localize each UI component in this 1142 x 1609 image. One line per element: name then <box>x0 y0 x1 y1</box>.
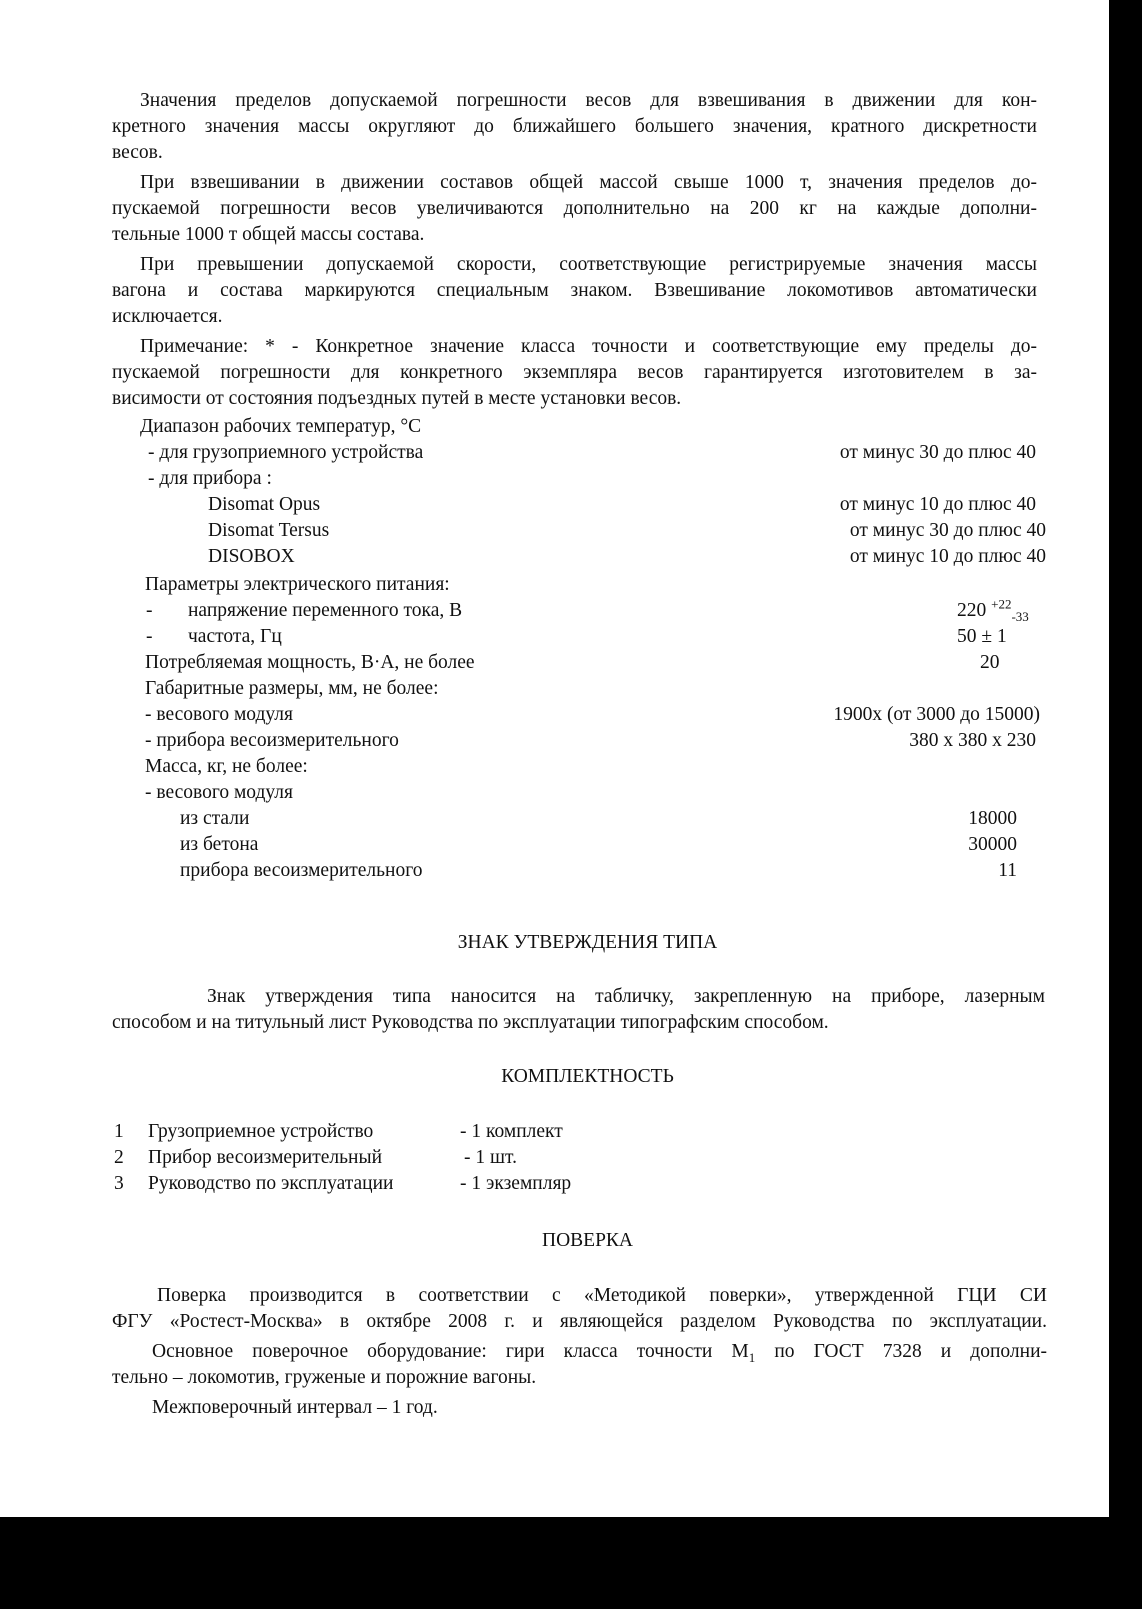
section-title-approval: ЗНАК УТВЕРЖДЕНИЯ ТИПА <box>457 932 718 953</box>
spec-value: 380 х 380 х 230 <box>909 730 1036 751</box>
verification-line: Поверка производится в соответствии с «Методикой поверки», утвержденной ГЦИ СИ <box>157 1285 1047 1306</box>
spec-label: Потребляемая мощность, В·А, не более <box>145 652 475 673</box>
spec-label: напряжение переменного тока, В <box>188 600 463 621</box>
item-qty: - 1 комплект <box>460 1121 563 1142</box>
spec-label: Disomat Opus <box>208 494 321 515</box>
spec-value: 20 <box>980 652 1000 673</box>
note-line: висимости от состояния подъездных путей в месте установки весов. <box>112 388 682 409</box>
spec-label: - для прибора : <box>148 468 272 489</box>
accuracy-class-subscript: 1 <box>748 1349 756 1365</box>
section-title-completeness: КОМПЛЕКТНОСТЬ <box>501 1066 674 1087</box>
paragraph-line: исключается. <box>112 306 223 327</box>
voltage-plus-tolerance: +22 <box>991 596 1012 612</box>
mass-header: Масса, кг, не более: <box>145 756 308 777</box>
note-line: пускаемой погрешности для конкретного экземпляра весов гарантируется изготовителем в за- <box>112 362 1037 383</box>
spec-value: 30000 <box>968 834 1017 855</box>
mass-subheader: - весового модуля <box>145 782 294 803</box>
item-number: 2 <box>114 1147 124 1168</box>
verification-equipment-line <box>152 1339 1047 1365</box>
power-header: Параметры электрического питания: <box>145 574 450 595</box>
verification-interval: Межповерочный интервал – 1 год. <box>152 1397 438 1418</box>
paragraph-line: вагона и состава маркируются специальным знаком. Взвешивание локомотивов автоматически <box>112 280 1037 301</box>
spec-value: 11 <box>998 860 1017 881</box>
approval-line: Знак утверждения типа наносится на табличку, закрепленную на приборе, лазерным <box>207 986 1045 1007</box>
item-qty: - 1 шт. <box>464 1147 517 1168</box>
spec-value: 1900х (от 3000 до 15000) <box>833 704 1040 725</box>
spec-label: из бетона <box>180 834 259 855</box>
text: по ГОСТ 7328 и дополни- <box>755 1341 1047 1362</box>
approval-line: способом и на титульный лист Руководства по эксплуатации типографским способом. <box>112 1012 829 1033</box>
paragraph-line: При взвешивании в движении составов общей массой свыше 1000 т, значения пределов до- <box>140 172 1037 193</box>
item-name: Руководство по эксплуатации <box>148 1173 394 1194</box>
item-name: Грузоприемное устройство <box>148 1121 374 1142</box>
item-number: 3 <box>114 1173 124 1194</box>
spec-label: - прибора весоизмерительного <box>145 730 399 751</box>
note-line: Примечание: * - Конкретное значение класса точности и соответствующие ему пределы до- <box>140 336 1037 357</box>
voltage-minus-tolerance: -33 <box>1011 608 1029 624</box>
paragraph-line: Значения пределов допускаемой погрешности весов для взвешивания в движении для кон- <box>140 90 1037 111</box>
spec-value: от минус 30 до плюс 40 <box>839 442 1036 463</box>
verification-line: тельно – локомотив, груженые и порожние вагоны. <box>112 1367 537 1388</box>
paragraph-line: пускаемой погрешности весов увеличиваются дополнительно на 200 кг на каждые дополни- <box>112 198 1037 219</box>
spec-value: от минус 30 до плюс 40 <box>849 520 1046 541</box>
voltage-base: 220 <box>957 600 987 621</box>
spec-value: 50 ± 1 <box>957 626 1007 647</box>
bullet-dash: - <box>146 600 153 621</box>
temp-header: Диапазон рабочих температур, °С <box>140 416 422 437</box>
item-number: 1 <box>114 1121 124 1142</box>
verification-line: ФГУ «Ростест-Москва» в октябре 2008 г. и являющейся разделом Руководства по эксплуатации. <box>112 1311 1047 1332</box>
section-title-verification: ПОВЕРКА <box>541 1230 634 1251</box>
dims-header: Габаритные размеры, мм, не более: <box>145 678 439 699</box>
spec-label: Disomat Tersus <box>208 520 330 541</box>
bullet-dash: - <box>146 626 153 647</box>
spec-label: прибора весоизмерительного <box>180 860 423 881</box>
paragraph-line: тельные 1000 т общей массы состава. <box>112 224 425 245</box>
spec-label: из стали <box>180 808 250 829</box>
spec-value: от минус 10 до плюс 40 <box>849 546 1046 567</box>
item-qty: - 1 экземпляр <box>460 1173 572 1194</box>
spec-value: 18000 <box>968 808 1017 829</box>
paragraph-line: При превышении допускаемой скорости, соответствующие регистрируемые значения массы <box>140 254 1037 275</box>
voltage-value <box>957 598 1029 624</box>
spec-label: частота, Гц <box>188 626 282 647</box>
paragraph-line: кретного значения массы округляют до ближайшего большего значения, кратного дискретности <box>112 116 1037 137</box>
paragraph-line: весов. <box>112 142 163 163</box>
spec-label: - для грузоприемного устройства <box>148 442 424 463</box>
item-name: Прибор весоизмерительный <box>148 1147 383 1168</box>
spec-label: DISOBOX <box>208 546 295 567</box>
text: Основное поверочное оборудование: гири класса точности М <box>152 1341 749 1362</box>
spec-label: - весового модуля <box>145 704 294 725</box>
spec-value: от минус 10 до плюс 40 <box>839 494 1036 515</box>
